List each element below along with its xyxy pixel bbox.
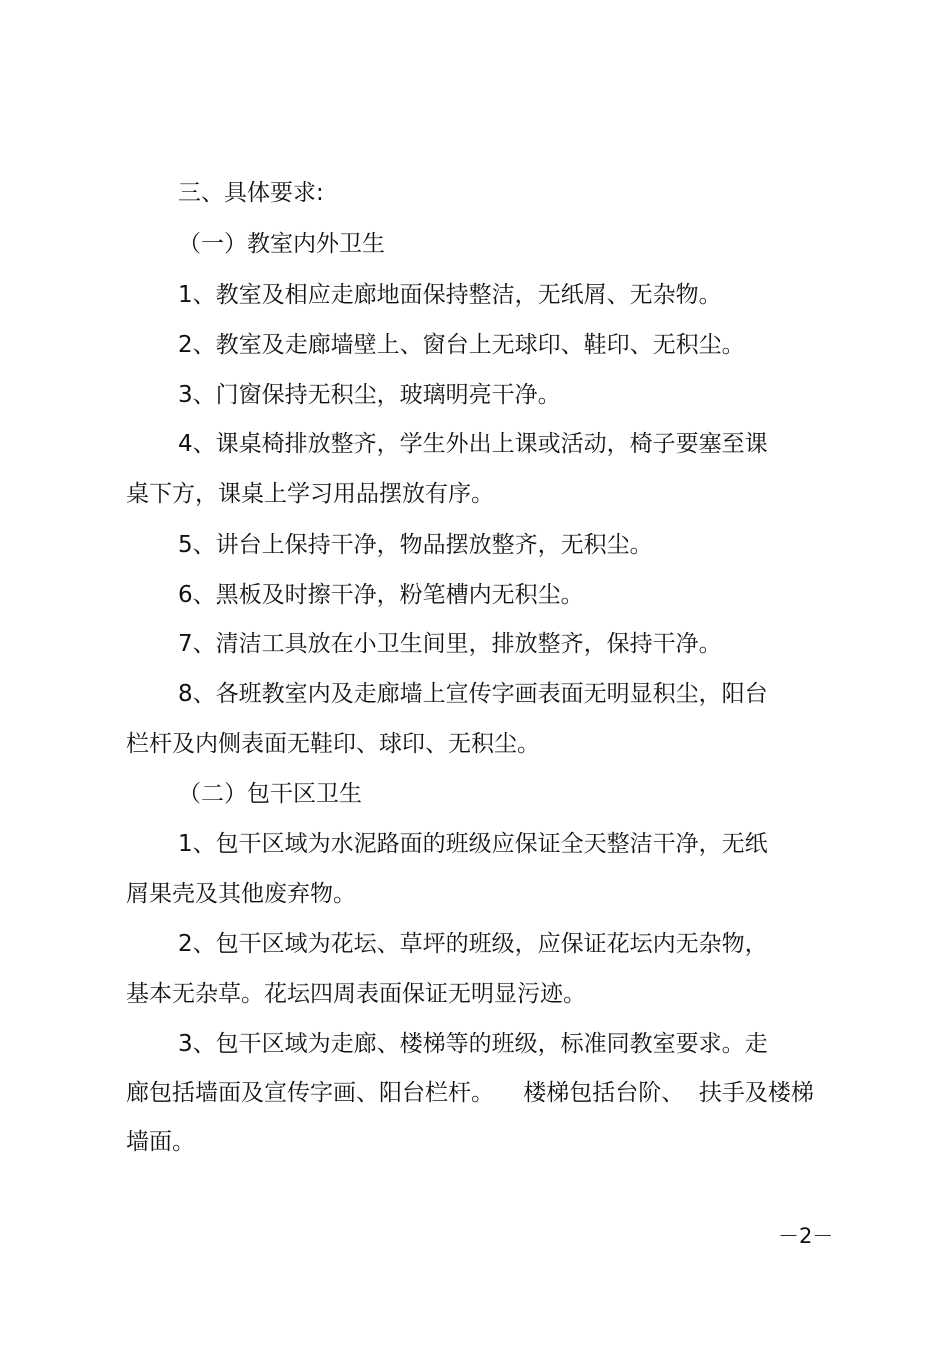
paragraph-line: 屑果壳及其他废弃物。 (126, 881, 356, 907)
paragraph-line: 4、课桌椅排放整齐，学生外出上课或活动，椅子要塞至课 (178, 431, 768, 457)
paragraph-line: 2、包干区域为花坛、草坪的班级，应保证花坛内无杂物， (178, 931, 768, 957)
paragraph-line: 5、讲台上保持干净，物品摆放整齐，无积尘。 (178, 532, 653, 558)
paragraph-line: 3、包干区域为走廊、楼梯等的班级，标准同教室要求。走 (178, 1031, 768, 1057)
page-number: －2－ (778, 1224, 834, 1248)
paragraph-line: 7、清洁工具放在小卫生间里，排放整齐，保持干净。 (178, 631, 722, 657)
paragraph-line: 桌下方，课桌上学习用品摆放有序。 (126, 481, 494, 507)
subsection-heading-classroom-hygiene: （一）教室内外卫生 (178, 231, 385, 257)
section-heading-specific-requirements: 三、具体要求: (178, 180, 324, 206)
paragraph-line: 2、教室及走廊墙壁上、窗台上无球印、鞋印、无积尘。 (178, 332, 745, 358)
paragraph-line: 6、黑板及时擦干净，粉笔槽内无积尘。 (178, 582, 584, 608)
subsection-heading-assigned-area-hygiene: （二）包干区卫生 (178, 781, 362, 807)
paragraph-line: 3、门窗保持无积尘，玻璃明亮干净。 (178, 382, 561, 408)
paragraph-line: 1、包干区域为水泥路面的班级应保证全天整洁干净，无纸 (178, 831, 768, 857)
paragraph-line: 栏杆及内侧表面无鞋印、球印、无积尘。 (126, 731, 540, 757)
paragraph-line: 8、各班教室内及走廊墙上宣传字画表面无明显积尘，阳台 (178, 681, 768, 707)
paragraph-line: 廊包括墙面及宣传字画、阳台栏杆。 楼梯包括台阶、 扶手及楼梯 (126, 1080, 814, 1106)
paragraph-line: 基本无杂草。花坛四周表面保证无明显污迹。 (126, 981, 586, 1007)
paragraph-line: 墙面。 (126, 1129, 195, 1155)
paragraph-line: 1、教室及相应走廊地面保持整洁，无纸屑、无杂物。 (178, 282, 722, 308)
